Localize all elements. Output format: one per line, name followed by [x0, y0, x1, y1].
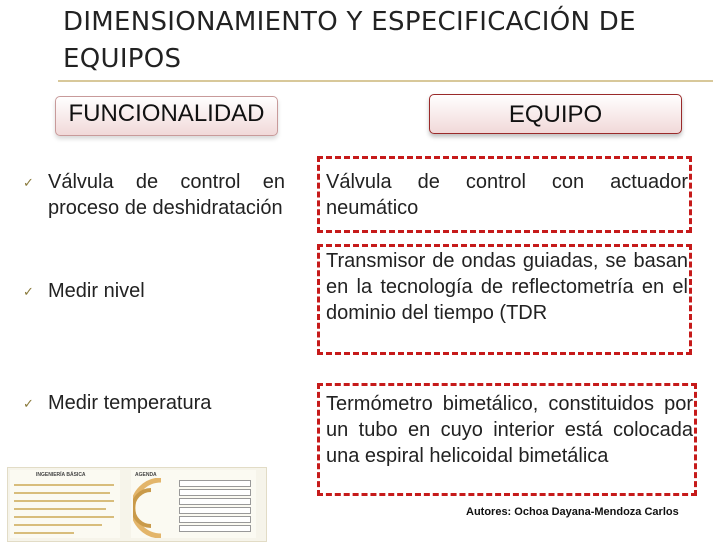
right-item-transmisor: Transmisor de ondas guiadas, se basan en la tecnología de reflectometría en el dominio del tiempo (TDR: [326, 250, 688, 324]
checkmark-bullet-icon: ✓: [23, 284, 34, 299]
thumbnail-agenda-box: [179, 516, 251, 523]
left-item-nivel: Medir nivel: [48, 280, 145, 302]
title-underline: [58, 80, 713, 82]
thumbnail-line: [14, 516, 114, 518]
thumbnail-line: [14, 492, 110, 494]
agenda-arcs-icon: [133, 478, 173, 538]
left-item-temperatura: Medir temperatura: [48, 392, 212, 414]
thumbnail-left-title: INGENIERÍA BÁSICA: [36, 472, 86, 478]
left-item-valvula: Válvula de control en proceso de deshidratación: [48, 171, 285, 219]
header-funcionalidad: FUNCIONALIDAD: [55, 96, 278, 136]
thumbnail-agenda-box: [179, 507, 251, 514]
thumbnail-line: [14, 508, 106, 510]
thumbnail-agenda-box: [179, 498, 251, 505]
thumbnail-line: [14, 484, 114, 486]
slide-title: DIMENSIONAMIENTO Y ESPECIFICACIÓN DE EQUIPOS: [63, 7, 636, 74]
thumbnail-line: [14, 532, 74, 534]
checkmark-bullet-icon: ✓: [23, 396, 34, 411]
thumbnail-right-title: AGENDA: [135, 472, 157, 478]
thumbnail-agenda-box: [179, 525, 251, 532]
header-equipo: EQUIPO: [429, 94, 682, 134]
thumbnail-agenda-box: [179, 489, 251, 496]
thumbnail-left-panel: [10, 470, 120, 538]
right-item-termometro: Termómetro bimetálico, constituidos por un tubo en cuyo interior está colocada una espiral helicoidal bimetálica: [326, 393, 693, 467]
authors-credit: Autores: Ochoa Dayana-Mendoza Carlos: [466, 506, 679, 518]
thumbnail-right-panel: [131, 470, 256, 538]
right-item-valvula: Válvula de control con actuador neumático: [326, 171, 688, 219]
thumbnail-agenda-box: [179, 480, 251, 487]
checkmark-bullet-icon: ✓: [23, 175, 34, 190]
thumbnail-line: [14, 500, 114, 502]
thumbnail-line: [14, 524, 102, 526]
